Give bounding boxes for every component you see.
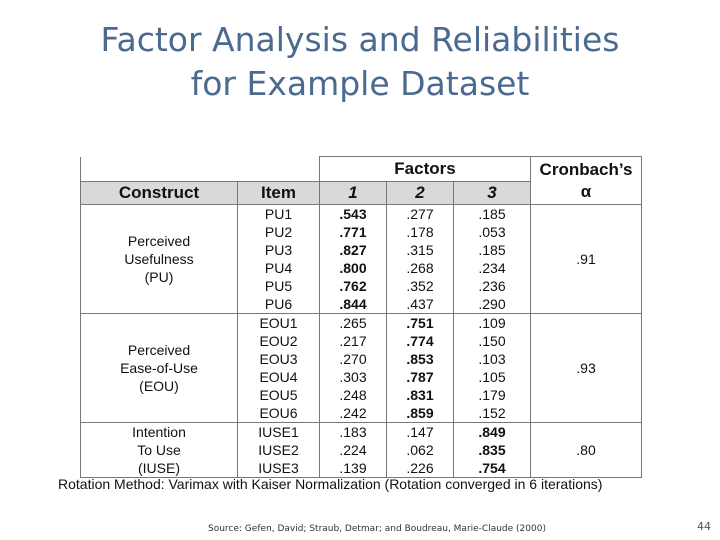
construct-name-line: (EOU) (139, 378, 179, 394)
loading-value: .754 (478, 460, 506, 476)
item-label: PU6 (264, 296, 293, 312)
loading-value: .103 (478, 351, 506, 367)
header-cronbach-alpha (531, 157, 642, 205)
loading-value: .179 (478, 387, 506, 403)
alpha-value: .80 (576, 442, 596, 458)
loading-value: .787 (406, 369, 434, 385)
item-label: PU1 (264, 206, 293, 222)
construct-cell (81, 423, 238, 478)
loading-value: .217 (339, 333, 367, 349)
loading-value: .844 (339, 296, 367, 312)
item-cell (238, 205, 320, 314)
header-factor-2: 2 (387, 182, 454, 205)
alpha-cell (531, 423, 642, 478)
item-label: PU4 (264, 260, 293, 276)
item-label: EOU3 (259, 351, 298, 367)
alpha-cell (531, 205, 642, 314)
loading-value: .109 (478, 315, 506, 331)
loading-value: .152 (478, 405, 506, 421)
header-cronbach-label: Cronbach’s (539, 159, 633, 179)
item-label: EOU6 (259, 405, 298, 421)
loading-value: .277 (406, 206, 434, 222)
factor-2-cell (387, 205, 454, 314)
factor-3-cell (454, 423, 531, 478)
header-factor-1: 1 (320, 182, 387, 205)
loading-value: .226 (406, 460, 434, 476)
loading-value: .053 (478, 224, 506, 240)
header-blank-cell (81, 157, 238, 182)
factor-1-cell (320, 205, 387, 314)
loading-value: .248 (339, 387, 367, 403)
loading-value: .771 (339, 224, 367, 240)
loading-value: .265 (339, 315, 367, 331)
slide-title-line-1: Factor Analysis and Reliabilities (100, 20, 620, 59)
construct-name-line: Perceived (127, 342, 191, 358)
loading-value: .827 (339, 242, 367, 258)
item-label: EOU1 (259, 315, 298, 331)
construct-group-row (81, 314, 642, 423)
loading-value: .800 (339, 260, 367, 276)
item-label: EOU5 (259, 387, 298, 403)
header-item: Item (238, 182, 320, 205)
loading-value: .831 (406, 387, 434, 403)
item-label: IUSE3 (258, 460, 299, 476)
loading-value: .849 (478, 424, 506, 440)
loading-value: .150 (478, 333, 506, 349)
source-citation: Source: Gefen, David; Straub, Detmar; and Boudreau, Marie-Claude (2000) (208, 524, 546, 534)
construct-name-line: To Use (137, 442, 181, 458)
item-label: IUSE2 (258, 442, 299, 458)
loading-value: .105 (478, 369, 506, 385)
loading-value: .352 (406, 278, 434, 294)
loading-value: .853 (406, 351, 434, 367)
item-label: PU3 (264, 242, 293, 258)
loading-value: .315 (406, 242, 434, 258)
item-label: PU2 (264, 224, 293, 240)
header-construct: Construct (81, 182, 238, 205)
loading-value: .835 (478, 442, 506, 458)
construct-group-row (81, 205, 642, 314)
header-row-factors (81, 157, 642, 182)
construct-name-line: (IUSE) (138, 460, 180, 476)
factor-table-container (80, 156, 642, 478)
factor-2-cell (387, 423, 454, 478)
slide-title (0, 18, 720, 106)
header-factor-3: 3 (454, 182, 531, 205)
construct-name-line: Intention (132, 424, 186, 440)
construct-name-line: Perceived (127, 233, 191, 249)
header-blank-cell (238, 157, 320, 182)
alpha-value: .93 (576, 360, 596, 376)
loading-value: .183 (339, 424, 367, 440)
alpha-value: .91 (576, 251, 596, 267)
construct-cell (81, 314, 238, 423)
factor-1-cell (320, 314, 387, 423)
item-cell (238, 423, 320, 478)
header-alpha-symbol: α (580, 181, 592, 201)
loading-value: .185 (478, 206, 506, 222)
loading-value: .774 (406, 333, 434, 349)
alpha-cell (531, 314, 642, 423)
loading-value: .437 (406, 296, 434, 312)
page-number: 44 (697, 520, 711, 533)
loading-value: .178 (406, 224, 434, 240)
loading-value: .268 (406, 260, 434, 276)
item-label: PU5 (264, 278, 293, 294)
loading-value: .062 (406, 442, 434, 458)
construct-name-line: Ease-of-Use (120, 360, 198, 376)
loading-value: .234 (478, 260, 506, 276)
construct-name-line: Usefulness (124, 251, 194, 267)
loading-value: .236 (478, 278, 506, 294)
loading-value: .139 (339, 460, 367, 476)
loading-value: .242 (339, 405, 367, 421)
item-label: EOU2 (259, 333, 298, 349)
construct-name-line: (PU) (144, 269, 174, 285)
loading-value: .185 (478, 242, 506, 258)
loading-value: .270 (339, 351, 367, 367)
loading-value: .543 (339, 206, 367, 222)
loading-value: .147 (406, 424, 434, 440)
factor-3-cell (454, 314, 531, 423)
factor-1-cell (320, 423, 387, 478)
construct-cell (81, 205, 238, 314)
item-label: EOU4 (259, 369, 298, 385)
rotation-note: Rotation Method: Varimax with Kaiser Normalization (Rotation converged in 6 iterations) (58, 476, 603, 492)
header-factors: Factors (320, 157, 531, 182)
loading-value: .224 (339, 442, 367, 458)
loading-value: .751 (406, 315, 434, 331)
item-cell (238, 314, 320, 423)
loading-value: .290 (478, 296, 506, 312)
factor-table (80, 156, 642, 478)
slide-title-line-2: for Example Dataset (190, 64, 530, 103)
item-label: IUSE1 (258, 424, 299, 440)
loading-value: .762 (339, 278, 367, 294)
loading-value: .303 (339, 369, 367, 385)
construct-group-row (81, 423, 642, 478)
factor-3-cell (454, 205, 531, 314)
factor-2-cell (387, 314, 454, 423)
loading-value: .859 (406, 405, 434, 421)
